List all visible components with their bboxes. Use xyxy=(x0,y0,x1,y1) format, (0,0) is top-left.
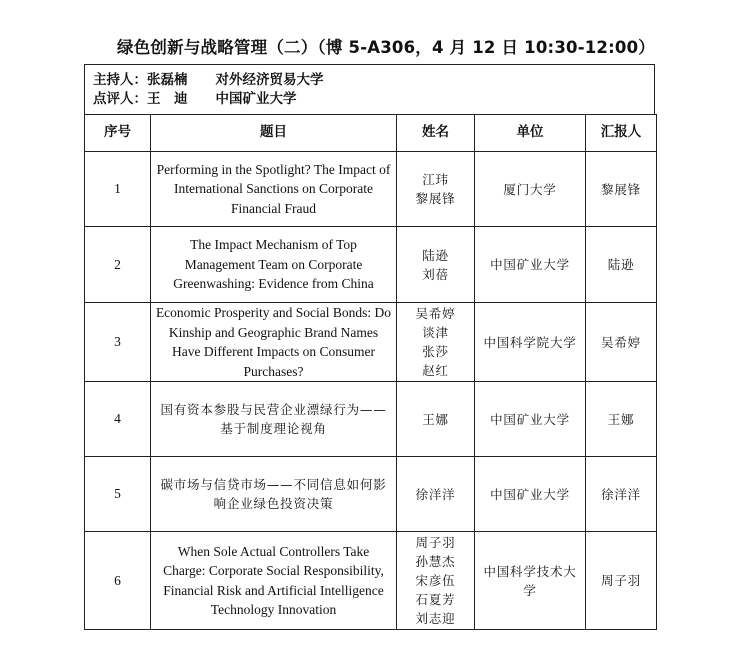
row-unit: 中国矿业大学 xyxy=(475,227,586,303)
row-no: 5 xyxy=(85,457,151,532)
row-reporter: 周子羽 xyxy=(586,532,657,630)
table-row xyxy=(85,382,657,457)
reviewer-name: 王 迪 xyxy=(147,91,188,107)
row-title: When Sole Actual Controllers Take Charge: Corporate Social Responsibility, Financial Risk and Artificial Intelligence Technology Innovation xyxy=(151,532,397,630)
session-info xyxy=(84,64,655,114)
table-row xyxy=(85,303,657,382)
row-reporter: 吴希婷 xyxy=(586,303,657,382)
row-no: 6 xyxy=(85,532,151,630)
row-reporter: 王娜 xyxy=(586,382,657,457)
row-reporter: 徐洋洋 xyxy=(586,457,657,532)
row-names: 王娜 xyxy=(397,382,475,457)
row-names: 陆逊 刘蓓 xyxy=(397,227,475,303)
host-org: 对外经济贸易大学 xyxy=(215,72,324,88)
row-unit: 厦门大学 xyxy=(475,152,586,227)
row-no: 3 xyxy=(85,303,151,382)
row-title: 碳市场与信贷市场——不同信息如何影响企业绿色投资决策 xyxy=(151,457,397,532)
row-unit: 中国矿业大学 xyxy=(475,382,586,457)
row-title: Economic Prosperity and Social Bonds: Do Kinship and Geographic Brand Names Have Different Impacts on Consumer Purchases? xyxy=(151,303,397,382)
table-row xyxy=(85,227,657,303)
host-line: 主持人：张磊楠 对外经济贸易大学 xyxy=(93,72,324,88)
header-row xyxy=(85,115,657,152)
header-reporter: 汇报人 xyxy=(586,115,657,152)
reviewer-org: 中国矿业大学 xyxy=(215,91,297,107)
table-row xyxy=(85,152,657,227)
page-title: 绿色创新与战略管理（二）（博 5-A306，4 月 12 日 10:30-12:00） xyxy=(117,38,655,57)
row-reporter: 黎展锋 xyxy=(586,152,657,227)
header-title: 题目 xyxy=(151,115,397,152)
row-unit: 中国科学技术大学 xyxy=(475,532,586,630)
row-no: 4 xyxy=(85,382,151,457)
row-unit: 中国科学院大学 xyxy=(475,303,586,382)
row-unit: 中国矿业大学 xyxy=(475,457,586,532)
header-name: 姓名 xyxy=(397,115,475,152)
row-no: 1 xyxy=(85,152,151,227)
header-unit: 单位 xyxy=(475,115,586,152)
row-names: 吴希婷 谈津 张莎 赵红 xyxy=(397,303,475,382)
row-names: 周子羽 孙慧杰 宋彦伍 石夏芳 刘志迎 xyxy=(397,532,475,630)
table-row xyxy=(85,457,657,532)
row-names: 徐洋洋 xyxy=(397,457,475,532)
reviewer-line: 点评人：王 迪 中国矿业大学 xyxy=(93,91,297,107)
row-names: 江玮 黎展锋 xyxy=(397,152,475,227)
row-no: 2 xyxy=(85,227,151,303)
host-name: 张磊楠 xyxy=(147,72,188,88)
header-no: 序号 xyxy=(85,115,151,152)
row-reporter: 陆逊 xyxy=(586,227,657,303)
row-title: 国有资本参股与民营企业漂绿行为——基于制度理论视角 xyxy=(151,382,397,457)
table-row xyxy=(85,532,657,630)
row-title: The Impact Mechanism of Top Management Team on Corporate Greenwashing: Evidence from China xyxy=(151,227,397,303)
row-title: Performing in the Spotlight? The Impact of International Sanctions on Corporate Financial Fraud xyxy=(151,152,397,227)
schedule-table xyxy=(84,114,657,630)
